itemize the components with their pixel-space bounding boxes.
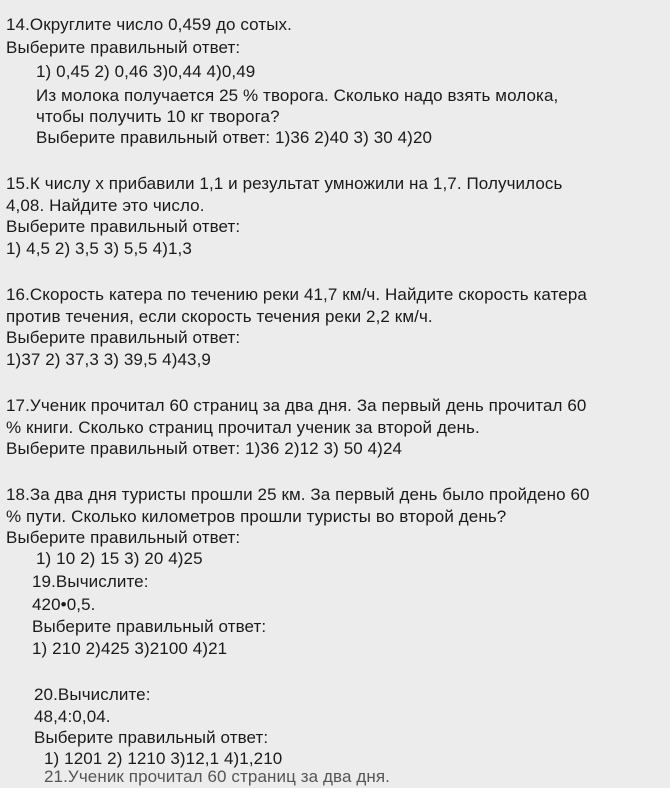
- qmilk-options: Выберите правильный ответ: 1)36 2)40 3) 30 4)20: [36, 128, 433, 147]
- q21-title-cut: 21.Ученик прочитал 60 страниц за два дня.: [44, 767, 390, 786]
- q20-prompt: Выберите правильный ответ:: [34, 728, 269, 747]
- q19-prompt: Выберите правильный ответ:: [32, 617, 267, 636]
- q17-title-line1: 17.Ученик прочитал 60 страниц за два дня. За первый день прочитал 60: [6, 396, 587, 415]
- q17-prompt-options: Выберите правильный ответ: 1)36 2)12 3) 50 4)24: [6, 439, 403, 458]
- q15-title-line2: 4,08. Найдите это число.: [6, 196, 205, 215]
- q19-options: 1) 210 2)425 3)2100 4)21: [32, 639, 228, 658]
- q14-title: 14.Округлите число 0,459 до сотых.: [6, 15, 292, 34]
- q19-expression: 420•0,5.: [32, 595, 96, 614]
- q20-expression: 48,4:0,04.: [34, 707, 111, 726]
- q16-prompt: Выберите правильный ответ:: [6, 328, 241, 347]
- q14-options: 1) 0,45 2) 0,46 3)0,44 4)0,49: [36, 62, 256, 81]
- q16-title-line2: против течения, если скорость течения реки 2,2 км/ч.: [6, 307, 433, 326]
- q18-options: 1) 10 2) 15 3) 20 4)25: [36, 549, 203, 568]
- q20-title: 20.Вычислите:: [34, 685, 151, 704]
- q15-title-line1: 15.К числу х прибавили 1,1 и результат умножили на 1,7. Получилось: [6, 174, 563, 193]
- q16-options: 1)37 2) 37,3 3) 39,5 4)43,9: [6, 350, 211, 369]
- q18-prompt: Выберите правильный ответ:: [6, 528, 241, 547]
- q18-title-line2: % пути. Сколько километров прошли туристы во второй день?: [6, 507, 507, 526]
- qmilk-text-line1: Из молока получается 25 % творога. Сколько надо взять молока,: [36, 86, 559, 105]
- qmilk-text-line2: чтобы получить 10 кг творога?: [36, 107, 280, 126]
- q20-options: 1) 1201 2) 1210 3)12,1 4)1,210: [44, 749, 283, 768]
- q18-title-line1: 18.За два дня туристы прошли 25 км. За первый день было пройдено 60: [6, 485, 590, 504]
- q17-title-line2: % книги. Сколько страниц прочитал ученик за второй день.: [6, 418, 480, 437]
- q15-options: 1) 4,5 2) 3,5 3) 5,5 4)1,3: [6, 239, 192, 258]
- q16-title-line1: 16.Скорость катера по течению реки 41,7 км/ч. Найдите скорость катера: [6, 285, 587, 304]
- q19-title: 19.Вычислите:: [32, 572, 149, 591]
- q14-prompt: Выберите правильный ответ:: [6, 38, 241, 57]
- q15-prompt: Выберите правильный ответ:: [6, 217, 241, 236]
